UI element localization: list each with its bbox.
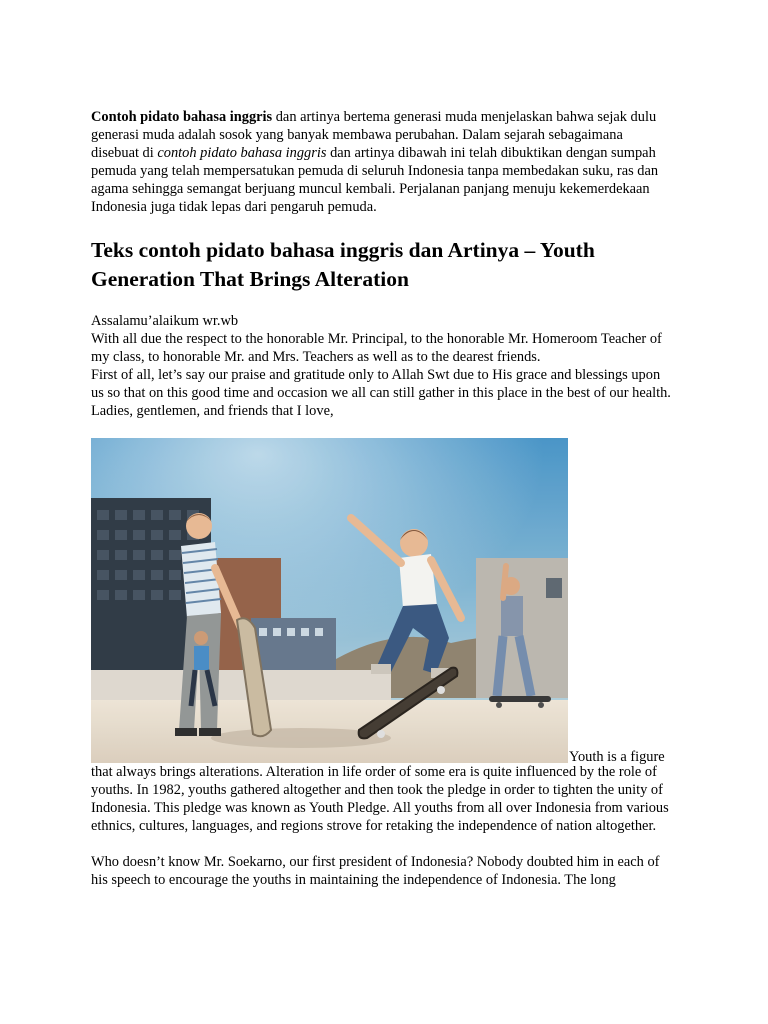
photo-trailing-text: Youth is a figure [569, 749, 665, 765]
document-page [91, 108, 671, 889]
gratitude-line: First of all, let’s say our praise and gratitude only to Allah Swt due to His grace and blessings upon us so that on this good time and occasion we all can still gather in this place in the best of our health. [91, 367, 671, 401]
address-line: Ladies, gentlemen, and friends that I love, [91, 403, 334, 419]
speech-opening [91, 312, 671, 420]
salutation-line: Assalamu’alaikum wr.wb [91, 313, 239, 329]
respect-line: With all due the respect to the honorable Mr. Principal, to the honorable Mr. Homeroom Teacher of my class, to honorable Mr. and Mrs. Teachers as well as to the dearest friends. [91, 331, 662, 365]
youth-paragraph: that always brings alterations. Alteration in life order of some era is quite influenced by the role of youths. In 1982, youths gathered altogether and then took the pledge in order to tighten the unity of Indonesia. This pledge was known as Youth Pledge. All youths from all over Indonesia from various ethnics, cultures, languages, and regions strove for retaking the independence of nation altogether. [91, 764, 669, 834]
article-heading: Teks contoh pidato bahasa inggris dan Artinya – Youth Generation That Brings Alteration [91, 238, 595, 291]
paragraph-spacer [91, 835, 671, 853]
intro-bold-lead: Contoh pidato bahasa inggris [91, 109, 273, 125]
photo-row [91, 438, 671, 763]
intro-italic-phrase: contoh pidato bahasa inggris [157, 145, 327, 161]
intro-text-1: dan artinya bertema generasi muda menjelaskan bahwa sejak dulu generasi muda adalah sosok yang banyak membawa perubahan. Dalam sejarah sebagaimana disebuat di [91, 109, 657, 161]
intro-paragraph [91, 108, 671, 216]
soekarno-paragraph: Who doesn’t know Mr. Soekarno, our first president of Indonesia? Nobody doubted him in each of his speech to encourage the youths in maintaining the independence of Indonesia. The long [91, 854, 660, 888]
intro-text-2: dan artinya dibawah ini telah dibuktikan dengan sumpah pemuda yang telah mempersatukan pemuda di seluruh Indonesia tanpa membedakan suku, ras dan agama sehingga semangat berjuang muncul kembali. Perjalanan panjang menuju kekemerdekaan Indonesia juga tidak lepas dari pengaruh pemuda. [91, 145, 659, 215]
skateboarding-kids-photo [91, 438, 568, 763]
